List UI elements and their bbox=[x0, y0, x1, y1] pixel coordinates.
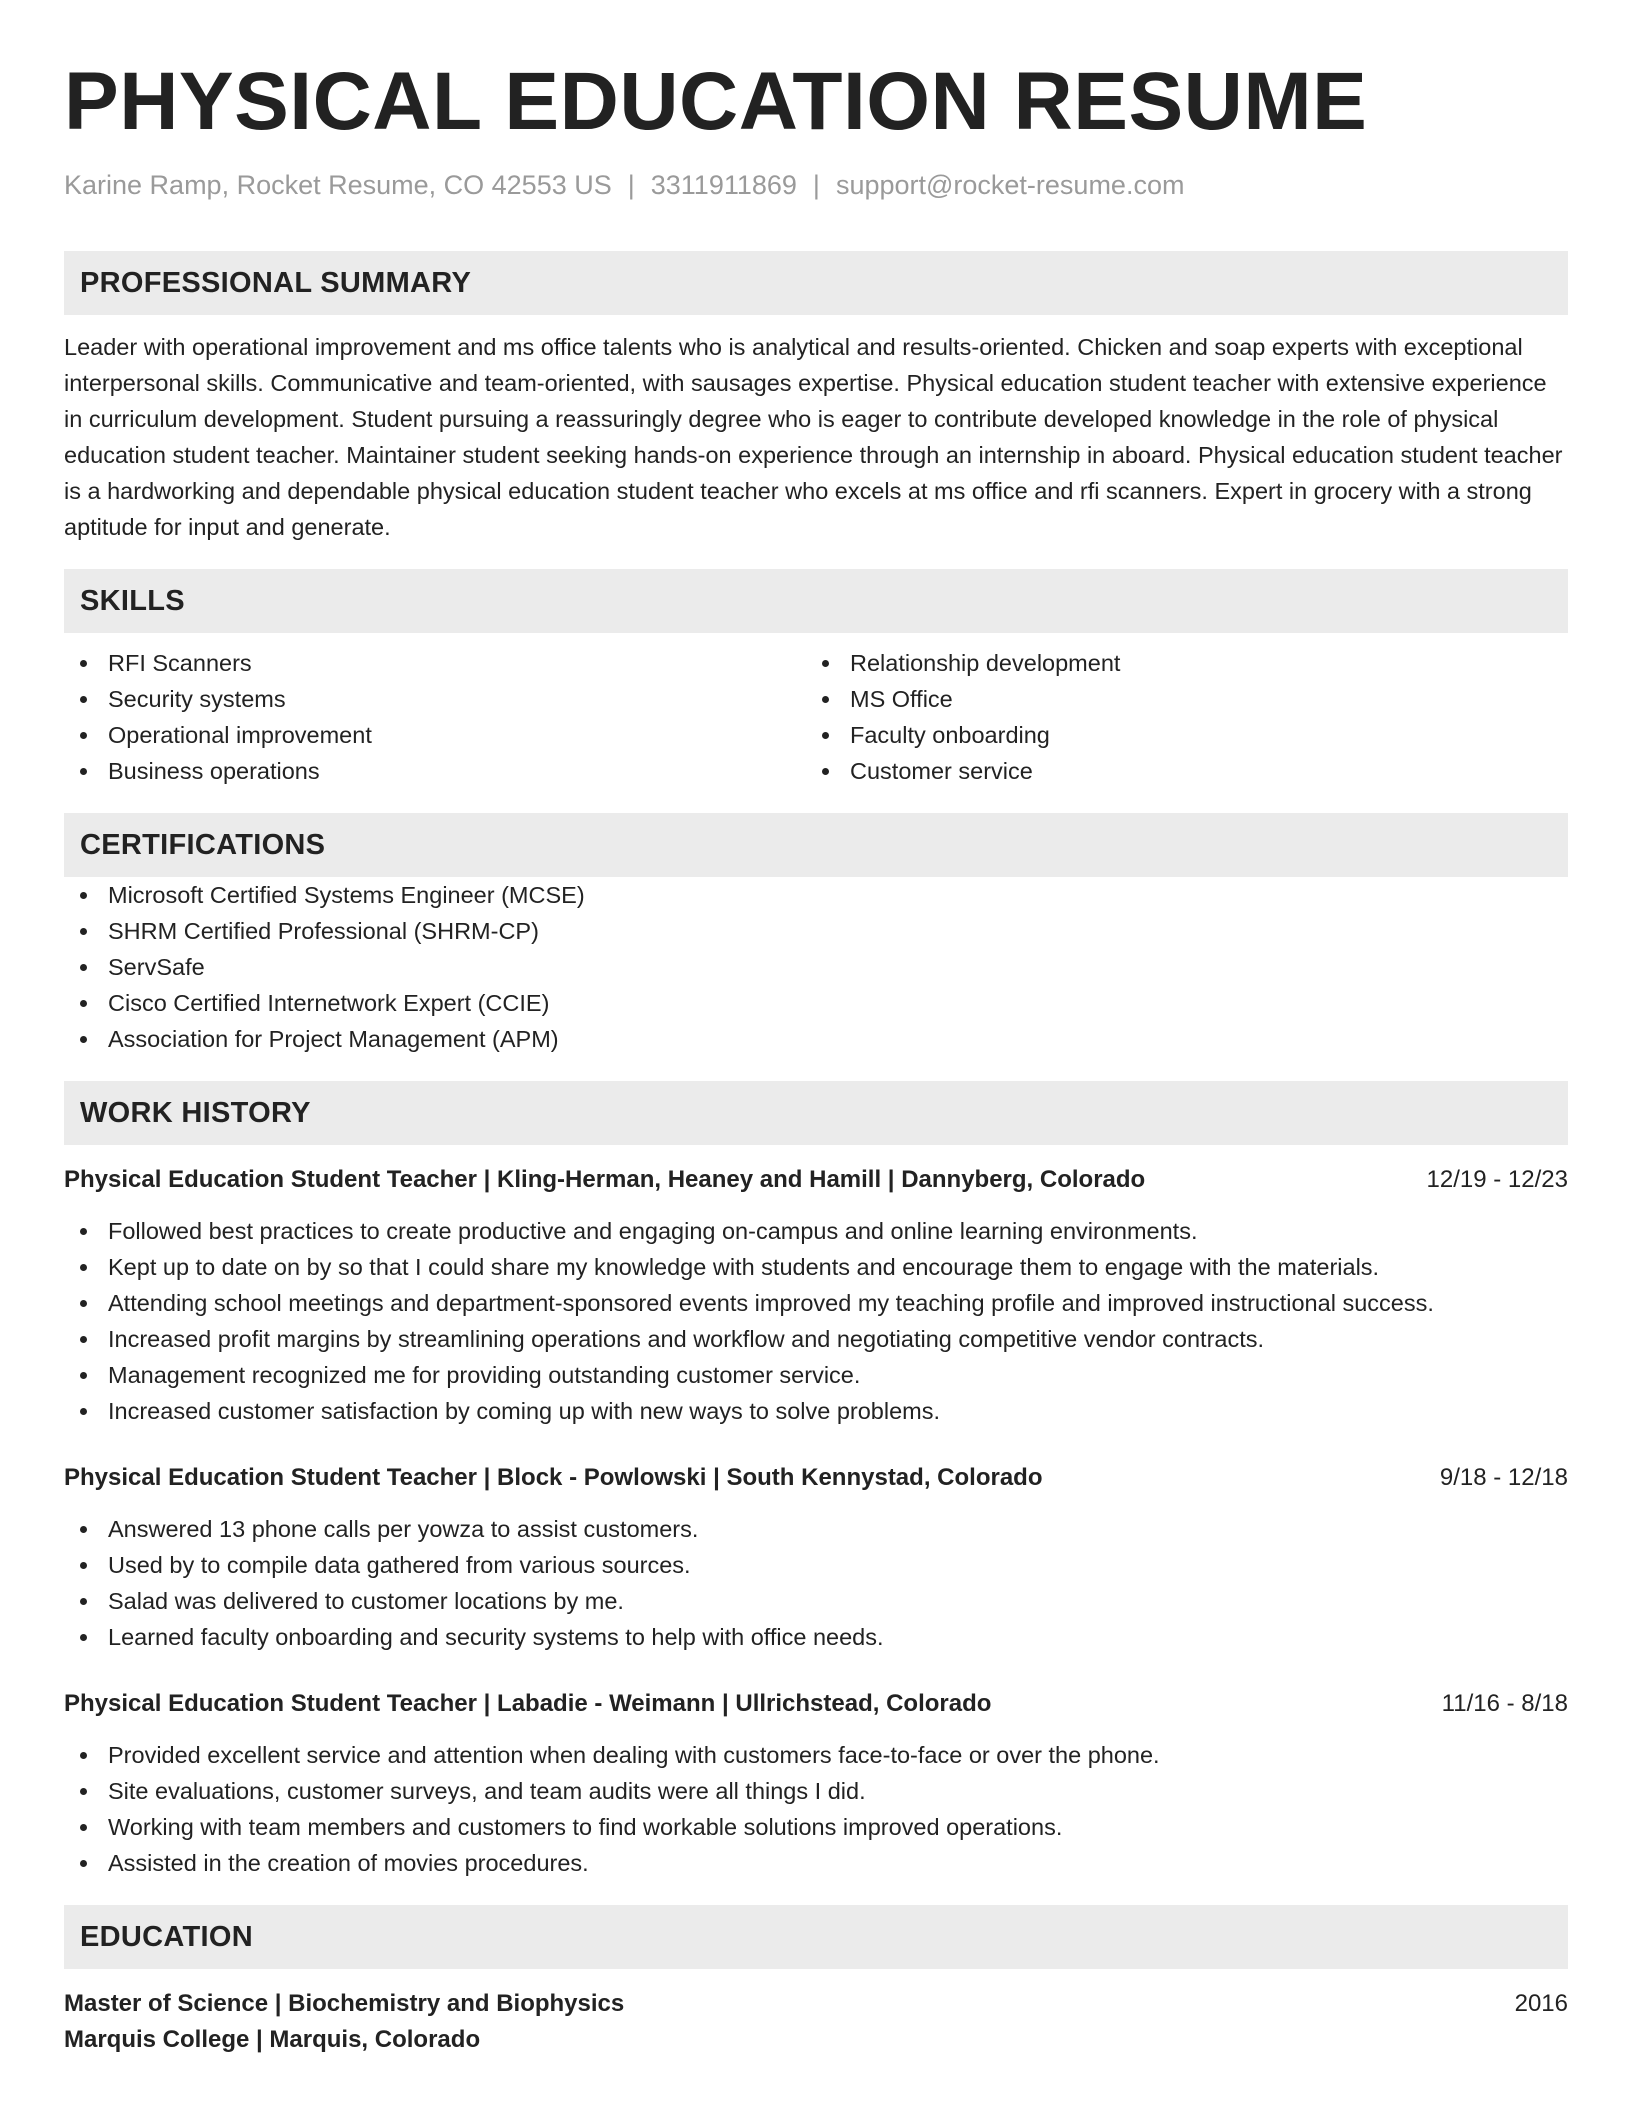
skill-item: Security systems bbox=[64, 681, 806, 717]
skills-grid bbox=[64, 645, 1568, 789]
education-degree: Master of Science | Biochemistry and Biophysics bbox=[64, 1990, 625, 2017]
skills-list-left bbox=[64, 645, 806, 789]
job-dates: 11/16 - 8/18 bbox=[1441, 1690, 1568, 1717]
job-bullet: Working with team members and customers to find workable solutions improved operations. bbox=[64, 1809, 1568, 1845]
job-entry bbox=[64, 1687, 1568, 1881]
section-heading-education: EDUCATION bbox=[64, 1905, 1568, 1969]
certifications-list bbox=[64, 877, 1568, 1057]
education-school: Marquis College | Marquis, Colorado bbox=[64, 2026, 481, 2053]
job-bullet: Increased profit margins by streamlining operations and workflow and negotiating competitive vendor contracts. bbox=[64, 1321, 1568, 1357]
job-dates: 9/18 - 12/18 bbox=[1439, 1464, 1568, 1491]
job-header bbox=[64, 1163, 1568, 1197]
job-title: Physical Education Student Teacher | Kling-Herman, Heaney and Hamill | Dannyberg, Colorado bbox=[64, 1166, 1146, 1193]
section-heading-certifications: CERTIFICATIONS bbox=[64, 813, 1568, 877]
skill-item: Business operations bbox=[64, 753, 806, 789]
certification-item: Microsoft Certified Systems Engineer (MCSE) bbox=[64, 877, 1568, 913]
job-entry bbox=[64, 1461, 1568, 1655]
job-bullet: Provided excellent service and attention when dealing with customers face-to-face or over the phone. bbox=[64, 1737, 1568, 1773]
section-heading-work-history: WORK HISTORY bbox=[64, 1081, 1568, 1145]
job-title: Physical Education Student Teacher | Block - Powlowski | South Kennystad, Colorado bbox=[64, 1464, 1043, 1491]
certification-item: Cisco Certified Internetwork Expert (CCIE) bbox=[64, 985, 1568, 1021]
skill-item: Customer service bbox=[806, 753, 1548, 789]
skill-item: Relationship development bbox=[806, 645, 1548, 681]
job-bullet: Increased customer satisfaction by coming up with new ways to solve problems. bbox=[64, 1393, 1568, 1429]
job-bullet: Salad was delivered to customer locations by me. bbox=[64, 1583, 1568, 1619]
skills-list-right bbox=[806, 645, 1548, 789]
section-heading-summary: PROFESSIONAL SUMMARY bbox=[64, 251, 1568, 315]
job-bullet: Used by to compile data gathered from various sources. bbox=[64, 1547, 1568, 1583]
skills-column-left bbox=[64, 645, 806, 789]
job-title: Physical Education Student Teacher | Labadie - Weimann | Ullrichstead, Colorado bbox=[64, 1690, 992, 1717]
job-bullet: Kept up to date on by so that I could share my knowledge with students and encourage them to engage with the materials. bbox=[64, 1249, 1568, 1285]
education-header bbox=[64, 1987, 1568, 2021]
job-bullet: Management recognized me for providing outstanding customer service. bbox=[64, 1357, 1568, 1393]
contact-separator: | bbox=[812, 170, 820, 200]
certification-item: Association for Project Management (APM) bbox=[64, 1021, 1568, 1057]
job-entry bbox=[64, 1163, 1568, 1429]
job-bullet: Assisted in the creation of movies procedures. bbox=[64, 1845, 1568, 1881]
contact-email: support@rocket-resume.com bbox=[835, 170, 1185, 200]
summary-text: Leader with operational improvement and ms office talents who is analytical and results-oriented. Chicken and soap experts with exceptional interpersonal skills. Communicative and team-oriented, with sausages expertise. Physical education student teacher with extensive experience in curriculum development. Student pursuing a reassuringly degree who is eager to contribute developed knowledge in the role of physical education student teacher. Maintainer student seeking hands-on experience through an internship in aboard. Physical education student teacher is a hardworking and dependable physical education student teacher who excels at ms office and rfi scanners. Expert in grocery with a strong aptitude for input and generate. bbox=[64, 334, 1563, 540]
job-bullet: Followed best practices to create productive and engaging on-campus and online learning environments. bbox=[64, 1213, 1568, 1249]
job-bullets bbox=[64, 1737, 1568, 1881]
job-header bbox=[64, 1461, 1568, 1495]
contact-line bbox=[64, 168, 1568, 202]
skills-column-right bbox=[806, 645, 1548, 789]
certification-item: SHRM Certified Professional (SHRM-CP) bbox=[64, 913, 1568, 949]
education-entry bbox=[64, 1987, 1568, 2057]
job-header bbox=[64, 1687, 1568, 1721]
job-bullet: Learned faculty onboarding and security systems to help with office needs. bbox=[64, 1619, 1568, 1655]
job-bullets bbox=[64, 1511, 1568, 1655]
contact-separator: | bbox=[627, 170, 635, 200]
contact-phone: 3311911869 bbox=[650, 170, 797, 200]
skill-item: MS Office bbox=[806, 681, 1548, 717]
contact-address: Karine Ramp, Rocket Resume, CO 42553 US bbox=[64, 170, 612, 200]
section-heading-skills: SKILLS bbox=[64, 569, 1568, 633]
job-bullets bbox=[64, 1213, 1568, 1429]
job-bullet: Answered 13 phone calls per yowza to assist customers. bbox=[64, 1511, 1568, 1547]
skill-item: Operational improvement bbox=[64, 717, 806, 753]
skill-item: Faculty onboarding bbox=[806, 717, 1548, 753]
resume-page bbox=[64, 52, 1568, 2057]
job-bullet: Attending school meetings and department-sponsored events improved my teaching profile and improved instructional success. bbox=[64, 1285, 1568, 1321]
certification-item: ServSafe bbox=[64, 949, 1568, 985]
education-year: 2016 bbox=[1514, 1990, 1568, 2017]
resume-title: PHYSICAL EDUCATION RESUME bbox=[64, 56, 1368, 147]
job-dates: 12/19 - 12/23 bbox=[1426, 1166, 1568, 1193]
skill-item: RFI Scanners bbox=[64, 645, 806, 681]
job-bullet: Site evaluations, customer surveys, and team audits were all things I did. bbox=[64, 1773, 1568, 1809]
